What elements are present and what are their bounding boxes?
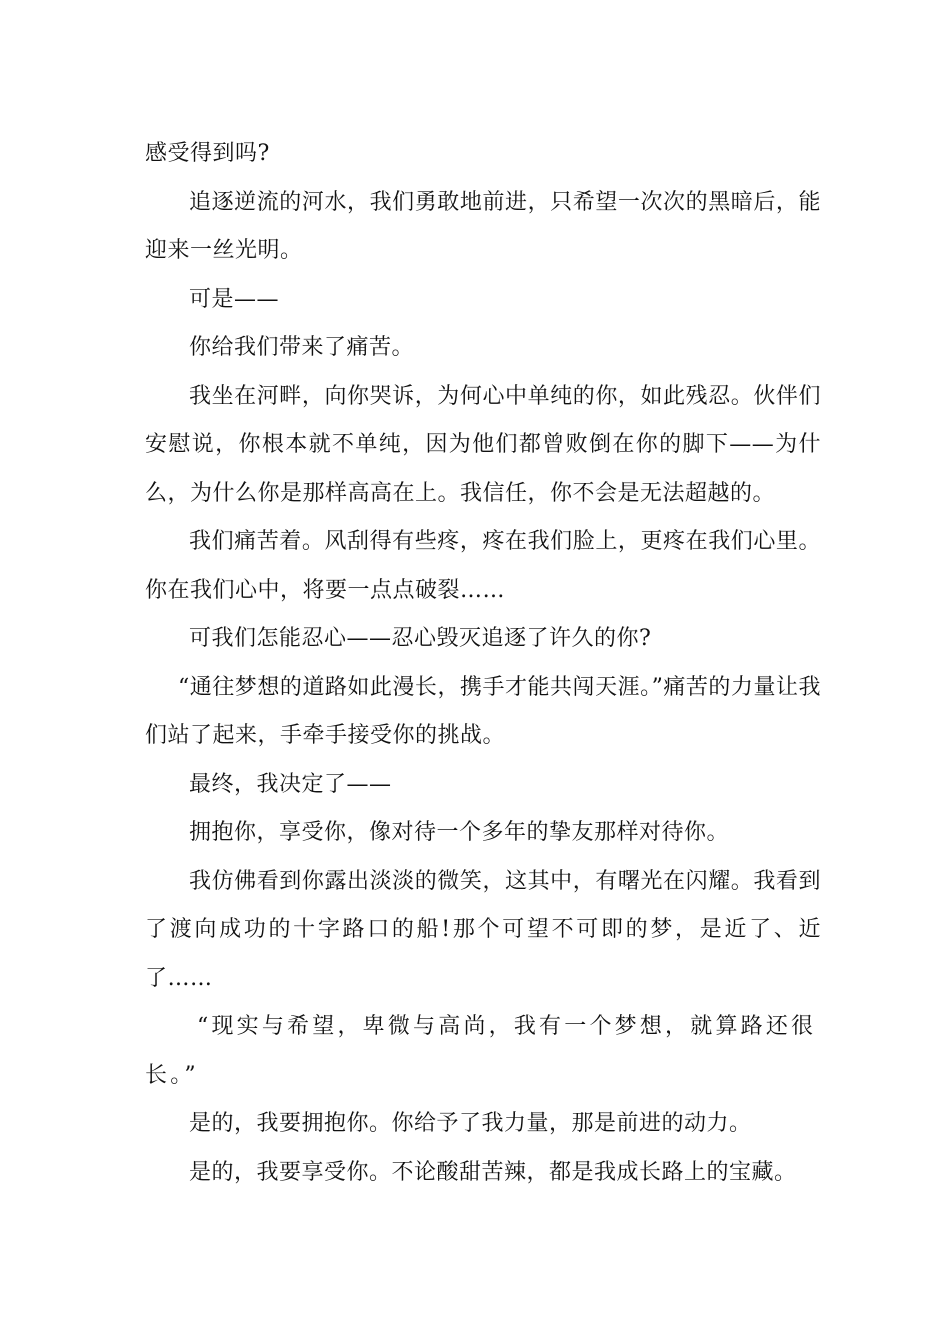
paragraph-1: 感受得到吗? — [145, 141, 270, 166]
paragraph-6: 我们痛苦着。风刮得有些疼，疼在我们脸上，更疼在我们心里。你在我们心中，将要一点点破裂…… — [145, 529, 821, 603]
paragraph-4: 你给我们带来了痛苦。 — [189, 335, 415, 360]
paragraph-11: 我仿佛看到你露出淡淡的微笑，这其中，有曙光在闪耀。我看到了渡向成功的十字路口的船!那个可望不可即的梦，是近了、近了…… — [145, 868, 821, 991]
paragraph-2: 追逐逆流的河水，我们勇敢地前进，只希望一次次的黑暗后，能迎来一丝光明。 — [145, 189, 821, 263]
paragraph-9: 最终，我决定了—— — [189, 771, 392, 797]
paragraph-13: 是的，我要拥抱你。你给予了我力量，那是前进的动力。 — [189, 1111, 752, 1136]
paragraph-14: 是的，我要享受你。不论酸甜苦辣，都是我成长路上的宝藏。 — [189, 1159, 797, 1185]
paragraph-5: 我坐在河畔，向你哭诉，为何心中单纯的你，如此残忍。伙伴们安慰说，你根本就不单纯，因为他们都曾败倒在你的脚下——为什么，为什么你是那样高高在上。我信任，你不会是无法超越的。 — [145, 383, 821, 506]
paragraph-3: 可是—— — [189, 286, 280, 312]
essay-body — [145, 130, 821, 1197]
paragraph-8: “通往梦想的道路如此漫长，携手才能共闯天涯。”痛苦的力量让我们站了起来，手牵手接受你的挑战。 — [145, 674, 821, 748]
paragraph-10: 拥抱你，享受你，像对待一个多年的挚友那样对待你。 — [189, 820, 730, 845]
paragraph-7: 可我们怎能忍心——忍心毁灭追逐了许久的你? — [189, 626, 652, 651]
paragraph-12: “现实与希望，卑微与高尚，我有一个梦想，就算路还很长。” — [145, 1014, 817, 1088]
